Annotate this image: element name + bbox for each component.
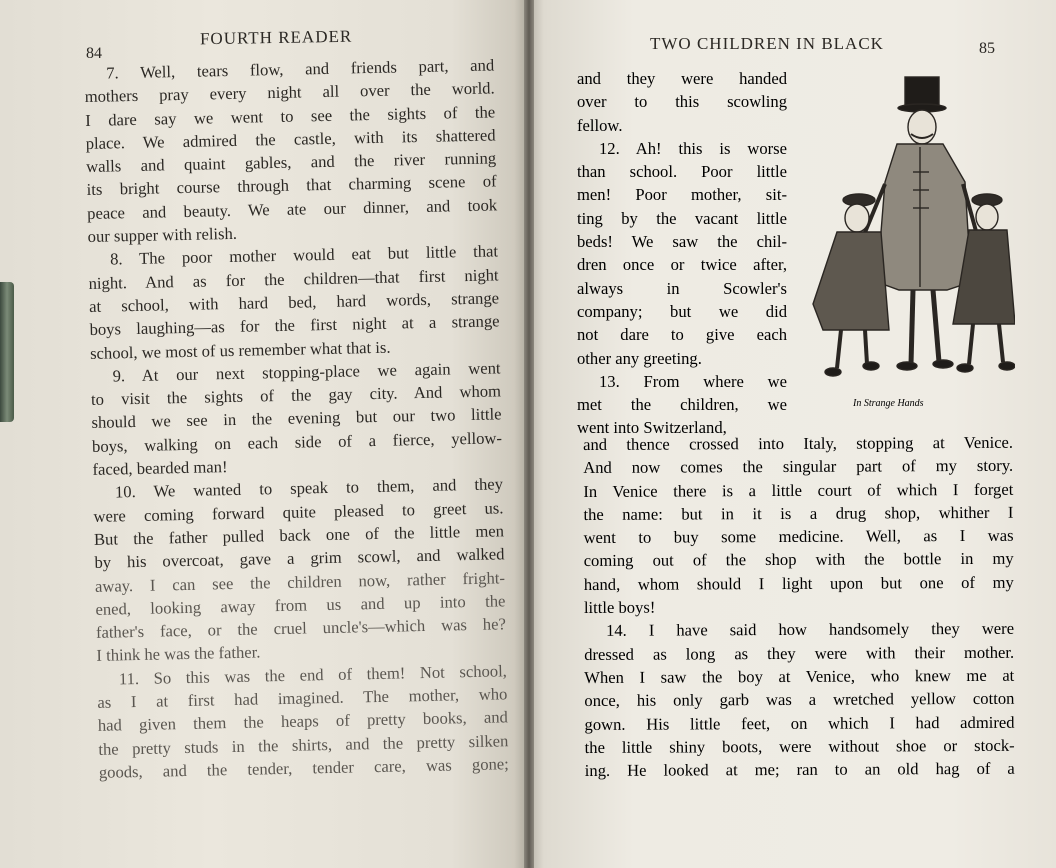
text-line: the little shiny boots, were without shoe or stock- [584, 735, 1015, 757]
text-line: I dare say we went to see the sights of the [85, 101, 496, 130]
text-line: ened, looking away from us and up into the [95, 591, 506, 619]
book-gutter [524, 0, 534, 868]
illustration-caption: In Strange Hands [853, 398, 924, 409]
right-body-text-wrapped [577, 67, 787, 440]
text-line: boys laughing—as for the first night at a strange [89, 311, 500, 340]
text-line: 11. So this was the end of them! Not school, [118, 660, 508, 689]
text-line: beds! We saw the chil- [577, 232, 787, 252]
text-line: went to buy some medicine. Well, as I was [583, 525, 1014, 548]
text-line: company; but we did [577, 301, 787, 321]
right-body-text-full [583, 431, 1015, 783]
text-line: its bright course through that charming scene of [86, 171, 497, 200]
text-line: 8. The poor mother would eat but little that [109, 241, 499, 269]
page-clip [0, 282, 14, 422]
text-line: over to this scowling [577, 92, 787, 112]
text-line: other any greeting. [577, 348, 702, 368]
text-line: fellow. [577, 115, 623, 135]
text-line: place. We admired the castle, with its shattered [85, 125, 496, 153]
text-line: 14. I have said how handsomely they were [605, 619, 1015, 641]
text-line: 9. At our next stopping-place we again went [112, 358, 501, 386]
text-line: 12. Ah! this is worse [599, 138, 787, 158]
text-line: When I saw the boy at Venice, who knew me at [584, 665, 1015, 687]
text-line: by his overcoat, gave a grim scowl, and walked [94, 544, 505, 573]
text-line: peace and beauty. We ate our dinner, and took [86, 195, 498, 223]
text-line: gown. His little feet, on which I had admired [584, 712, 1015, 734]
text-line: 7. Well, tears flow, and friends part, and [106, 55, 495, 83]
text-line: the pretty studs in the shirts, and the pretty silken [98, 730, 509, 759]
text-line: faced, bearded man! [92, 457, 228, 479]
right-page-number: 85 [979, 40, 995, 57]
text-line: ting by the vacant little [577, 208, 787, 228]
text-line: as I at first had imagined. The mother, who [97, 684, 508, 712]
illustration-drawing [793, 72, 1015, 382]
text-line: to visit the sights of the gay city. And whom [90, 381, 502, 410]
text-line: always in Scowler's [577, 278, 787, 298]
right-running-header: TWO CHILDREN IN BLACK [650, 34, 884, 53]
text-line: In Venice there is a little court of which I forget [583, 479, 1014, 501]
text-line: had given them the heaps of pretty books, and [97, 707, 509, 736]
text-line: than school. Poor little [577, 162, 787, 182]
left-body-text [84, 53, 509, 784]
text-line: little boys! [583, 597, 656, 618]
text-line: school, we most of us remember what that is. [89, 337, 391, 363]
text-line: once, his only garb was a wretched yellow cotton [584, 689, 1015, 711]
left-page-number: 84 [86, 45, 102, 62]
text-line: our supper with relish. [87, 223, 238, 247]
text-line: 13. From where we [599, 371, 787, 391]
text-line: men! Poor mother, sit- [577, 185, 787, 205]
text-line: away. I can see the children now, rather fright- [94, 567, 506, 596]
text-line: dren once or twice after, [577, 255, 787, 275]
text-line: and they were handed [577, 69, 787, 88]
text-line: boys, walking on each side of a fierce, yellow- [91, 428, 503, 456]
illustration-in-strange-hands [793, 72, 1015, 382]
text-line: walls and quaint gables, and the river running [85, 148, 497, 177]
text-line: hand, whom should I light upon but one of my [583, 572, 1014, 594]
text-line: goods, and the tender, tender care, was gone; [98, 754, 509, 782]
text-line: were coming forward quite pleased to greet us. [93, 497, 504, 526]
text-line: coming out of the shop with the bottle in my [583, 549, 1014, 571]
text-line: And now comes the singular part of my story. [583, 456, 1014, 478]
text-line: not dare to give each [577, 325, 787, 345]
text-line: went into Switzerland, [577, 418, 727, 438]
text-line: I think he was the father. [96, 642, 261, 666]
text-line: and thence crossed into Italy, stopping at Venice. [583, 432, 1014, 454]
text-line: the name: but in it is a drug shop, whither I [583, 502, 1014, 524]
text-line: mothers pray every night all over the world. [84, 78, 495, 107]
left-running-header: FOURTH READER [199, 26, 353, 49]
text-line: 10. We wanted to speak to them, and they [114, 474, 504, 502]
text-line: ing. He looked at me; ran to an old hag of a [584, 758, 1015, 781]
text-line: dressed as long as they were with their mother. [584, 642, 1015, 664]
text-line: should we see in the evening but our two little [91, 404, 502, 433]
text-line: night. And as for the children—that first night [88, 265, 499, 293]
text-line: at school, with hard bed, hard words, strange [88, 288, 500, 316]
text-line: met the children, we [577, 395, 787, 415]
text-line: But the father pulled back one of the little men [93, 521, 505, 549]
text-line: father's face, or the cruel uncle's—which was he? [95, 614, 507, 642]
